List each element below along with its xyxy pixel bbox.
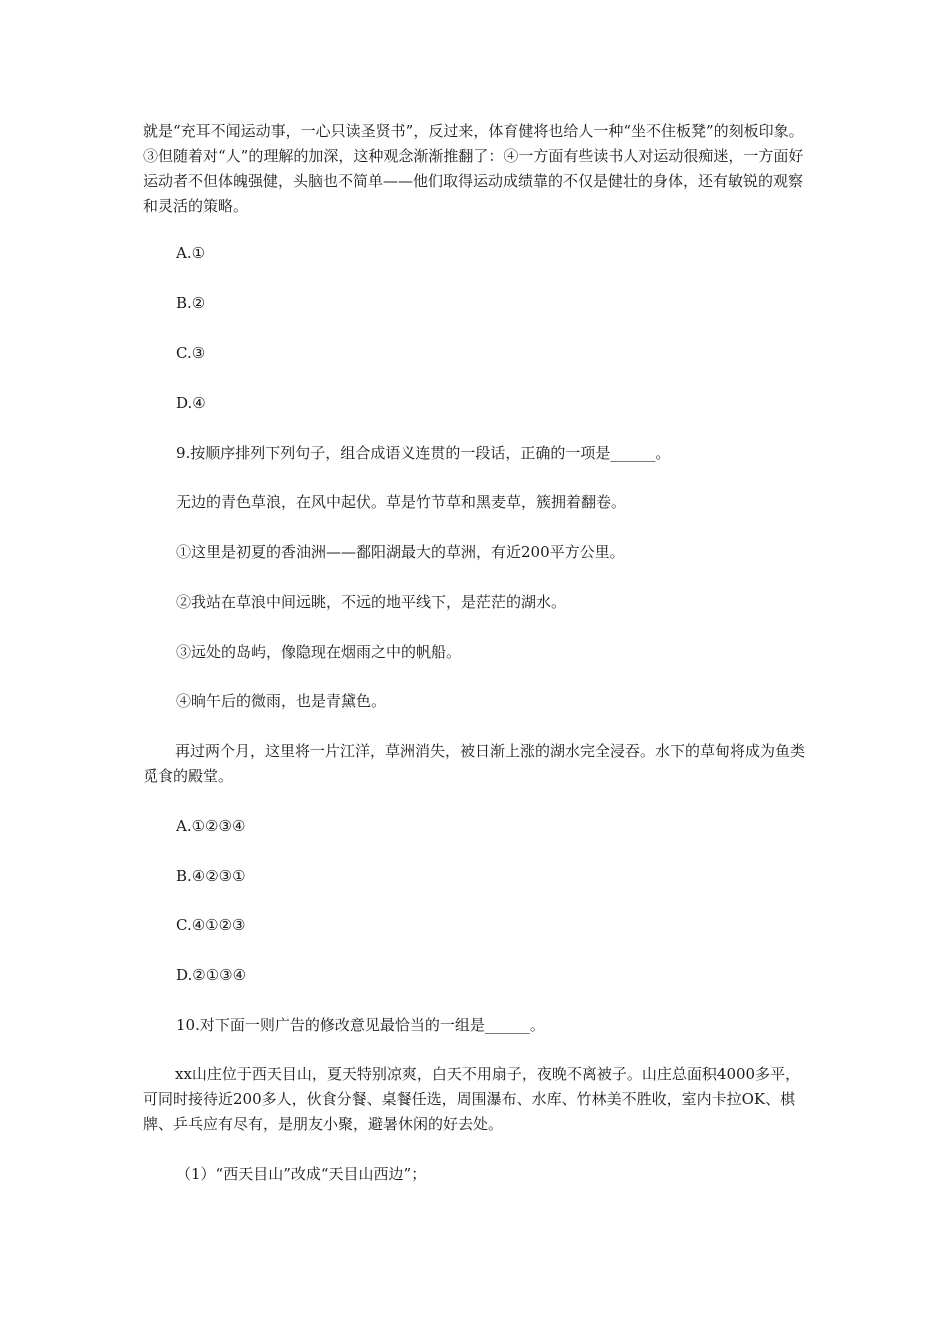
q9-sentence-2: ②我站在草浪中间远眺，不远的地平线下，是茫茫的湖水。: [176, 593, 567, 611]
q9-tail: 再过两个月，这里将一片江洋，草洲消失，被日渐上涨的湖水完全浸吞。水下的草甸将成为鱼类觅食的殿堂。: [143, 742, 806, 785]
q8-option-a: A.①: [176, 244, 206, 262]
q8-option-b: B.②: [176, 294, 206, 312]
intro-paragraph: 就是“充耳不闻运动事，一心只读圣贤书”，反过来，体育健将也给人一种“坐不住板凳”的刻板印象。③但随着对“人”的理解的加深，这种观念渐渐推翻了：④一方面有些读书人对运动很痴迷，一方面好运动者不但体魄强健，头脑也不简单——他们取得运动成绩靠的不仅是健壮的身体，还有敏锐的观察和灵活的策略。: [143, 122, 804, 215]
q9-lead: 无边的青色草浪，在风中起伏。草是竹节草和黑麦草，簇拥着翻卷。: [176, 493, 627, 511]
q9-option-a: A.①②③④: [176, 817, 246, 835]
q9-sentence-1: ①这里是初夏的香油洲——鄱阳湖最大的草洲，有近200平方公里。: [176, 543, 625, 561]
q8-option-c: C.③: [176, 344, 206, 362]
q9-option-b: B.④②③①: [176, 867, 246, 885]
q9-option-c: C.④①②③: [176, 916, 246, 934]
q9-sentence-4: ④晌午后的微雨，也是青黛色。: [176, 692, 387, 710]
q8-option-d: D.④: [176, 394, 206, 412]
q10-item-1: （1）“西天目山”改成“天目山西边”；: [176, 1165, 427, 1183]
q9-sentence-3: ③远处的岛屿，像隐现在烟雨之中的帆船。: [176, 643, 462, 661]
q10-ad: xx山庄位于西天目山，夏天特别凉爽，白天不用扇子，夜晚不离被子。山庄总面积4000多平，可同时接待近200多人，伙食分餐、桌餐任选，周围瀑布、水库、竹林美不胜收，室内卡拉OK、棋牌、乒乓应有尽有，是朋友小聚，避暑休闲的好去处。: [143, 1065, 801, 1133]
q9-option-d: D.②①③④: [176, 966, 247, 984]
q9-stem: 9.按顺序排列下列句子，组合成语义连贯的一段话，正确的一项是______。: [176, 444, 671, 462]
q10-stem: 10.对下面一则广告的修改意见最恰当的一组是______。: [176, 1016, 545, 1034]
